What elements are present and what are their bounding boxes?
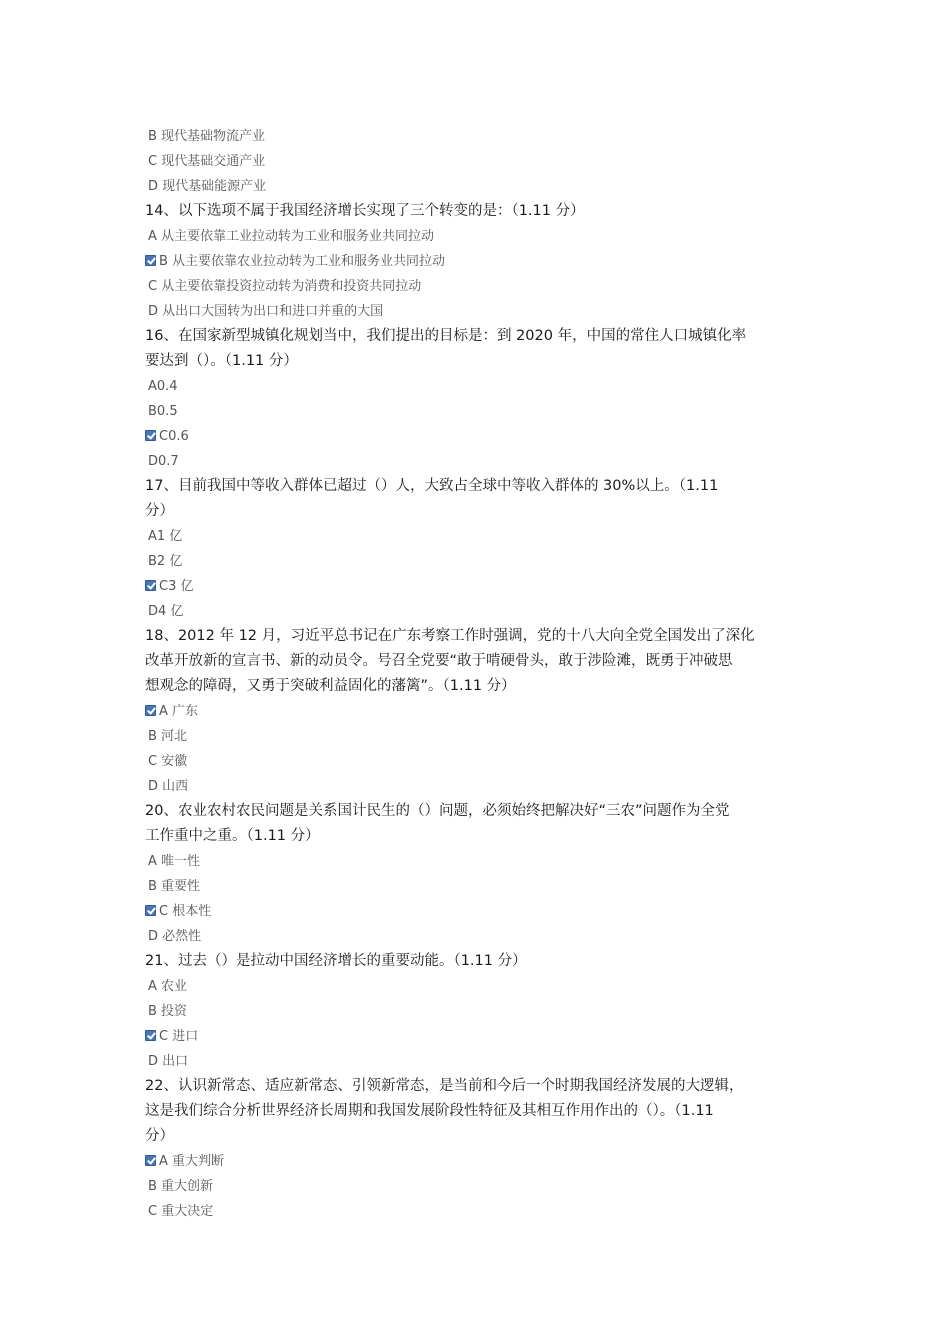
answer-option-label: A0.4 — [148, 379, 178, 394]
answer-option[interactable] — [145, 974, 815, 999]
question-title-line: 14、以下选项不属于我国经济增长实现了三个转变的是：（1.11 分） — [145, 203, 585, 219]
answer-option[interactable] — [145, 1174, 815, 1199]
answer-option[interactable] — [145, 299, 815, 324]
answer-option-label: B 从主要依靠农业拉动转为工业和服务业共同拉动 — [159, 254, 446, 269]
answer-option[interactable] — [145, 124, 815, 149]
answer-option[interactable] — [145, 899, 815, 924]
answer-option-label: C 进口 — [159, 1029, 199, 1044]
answer-option-label: C 从主要依靠投资拉动转为消费和投资共同拉动 — [148, 279, 422, 294]
question-block — [145, 474, 815, 624]
question-block — [145, 949, 815, 1074]
answer-option[interactable] — [145, 249, 815, 274]
answer-option[interactable] — [145, 999, 815, 1024]
question-title-line: 20、农业农村农民问题是关系国计民生的（）问题，必须始终把解决好“三农”问题作为全党 — [145, 803, 730, 819]
question-block — [145, 624, 815, 799]
answer-option[interactable] — [145, 749, 815, 774]
answer-option-label: B 河北 — [148, 729, 188, 744]
answer-option-label: A 从主要依靠工业拉动转为工业和服务业共同拉动 — [148, 229, 435, 244]
answer-option-label: B 重要性 — [148, 879, 201, 894]
answer-option-label: C 根本性 — [159, 904, 212, 919]
answer-option-label: D 山西 — [148, 779, 189, 794]
answer-option-label: D4 亿 — [148, 604, 184, 619]
answer-option[interactable] — [145, 574, 815, 599]
answer-option-label: C0.6 — [159, 429, 189, 444]
question-title-line: 分） — [145, 1128, 174, 1144]
answer-option[interactable] — [145, 174, 815, 199]
answer-option[interactable] — [145, 1199, 815, 1224]
answer-option-label: B2 亿 — [148, 554, 183, 569]
answer-option-label: C 安徽 — [148, 754, 188, 769]
answer-option-label: A 广东 — [159, 704, 199, 719]
answer-option-label: D 出口 — [148, 1054, 189, 1069]
answer-option-label: C 重大决定 — [148, 1204, 214, 1219]
answer-option[interactable] — [145, 924, 815, 949]
answer-option-label: D 必然性 — [148, 929, 202, 944]
answer-option[interactable] — [145, 524, 815, 549]
checked-box-icon[interactable] — [145, 1155, 156, 1166]
quiz-document — [145, 124, 815, 1224]
checked-box-icon[interactable] — [145, 580, 156, 591]
question-block — [145, 199, 815, 324]
answer-option-label: D 现代基础能源产业 — [148, 179, 267, 194]
answer-option[interactable] — [145, 549, 815, 574]
checked-box-icon[interactable] — [145, 905, 156, 916]
question-title-line: 21、过去（）是拉动中国经济增长的重要动能。（1.11 分） — [145, 953, 527, 969]
answer-option[interactable] — [145, 149, 815, 174]
answer-option-label: D 从出口大国转为出口和进口并重的大国 — [148, 304, 384, 319]
answer-option[interactable] — [145, 724, 815, 749]
answer-option[interactable] — [145, 449, 815, 474]
checked-box-icon[interactable] — [145, 705, 156, 716]
answer-option[interactable] — [145, 849, 815, 874]
answer-option[interactable] — [145, 374, 815, 399]
answer-option[interactable] — [145, 874, 815, 899]
answer-option-label: D0.7 — [148, 454, 179, 469]
answer-option[interactable] — [145, 1049, 815, 1074]
question-title-line: 想观念的障碍，又勇于突破利益固化的藩篱”。（1.11 分） — [145, 678, 516, 694]
answer-option[interactable] — [145, 774, 815, 799]
answer-option-label: C3 亿 — [159, 579, 194, 594]
answer-option-label: A 重大判断 — [159, 1154, 225, 1169]
question-title-line: 工作重中之重。（1.11 分） — [145, 828, 320, 844]
question-title-line: 改革开放新的宣言书、新的动员令。号召全党要“敢于啃硬骨头，敢于涉险滩，既勇于冲破思 — [145, 653, 733, 669]
answer-option[interactable] — [145, 224, 815, 249]
question-title-line: 16、在国家新型城镇化规划当中，我们提出的目标是：到 2020 年，中国的常住人口城镇化率 — [145, 328, 747, 344]
answer-option[interactable] — [145, 599, 815, 624]
question-title-line: 18、2012 年 12 月，习近平总书记在广东考察工作时强调，党的十八大向全党全国发出了深化 — [145, 628, 755, 644]
question-block — [145, 1074, 815, 1224]
answer-option-label: A 农业 — [148, 979, 188, 994]
answer-option[interactable] — [145, 1024, 815, 1049]
answer-option[interactable] — [145, 424, 815, 449]
question-title-line: 17、目前我国中等收入群体已超过（）人，大致占全球中等收入群体的 30%以上。（1.11 — [145, 478, 719, 494]
question-block — [145, 799, 815, 949]
answer-option[interactable] — [145, 274, 815, 299]
question-title-line: 分） — [145, 503, 174, 519]
question-title-line: 这是我们综合分析世界经济长周期和我国发展阶段性特征及其相互作用作出的（）。（1.11 — [145, 1103, 714, 1119]
answer-option-label: B0.5 — [148, 404, 178, 419]
question-title-line: 要达到（）。（1.11 分） — [145, 353, 298, 369]
answer-option[interactable] — [145, 1149, 815, 1174]
answer-option-label: B 重大创新 — [148, 1179, 214, 1194]
checked-box-icon[interactable] — [145, 430, 156, 441]
question-block — [145, 324, 815, 474]
answer-option-label: C 现代基础交通产业 — [148, 154, 266, 169]
question-title-line: 22、认识新常态、适应新常态、引领新常态，是当前和今后一个时期我国经济发展的大逻辑， — [145, 1078, 744, 1094]
leading-options — [145, 124, 815, 199]
checked-box-icon[interactable] — [145, 1030, 156, 1041]
answer-option[interactable] — [145, 699, 815, 724]
answer-option[interactable] — [145, 399, 815, 424]
answer-option-label: B 现代基础物流产业 — [148, 129, 266, 144]
answer-option-label: A 唯一性 — [148, 854, 201, 869]
answer-option-label: B 投资 — [148, 1004, 188, 1019]
checked-box-icon[interactable] — [145, 255, 156, 266]
answer-option-label: A1 亿 — [148, 529, 183, 544]
